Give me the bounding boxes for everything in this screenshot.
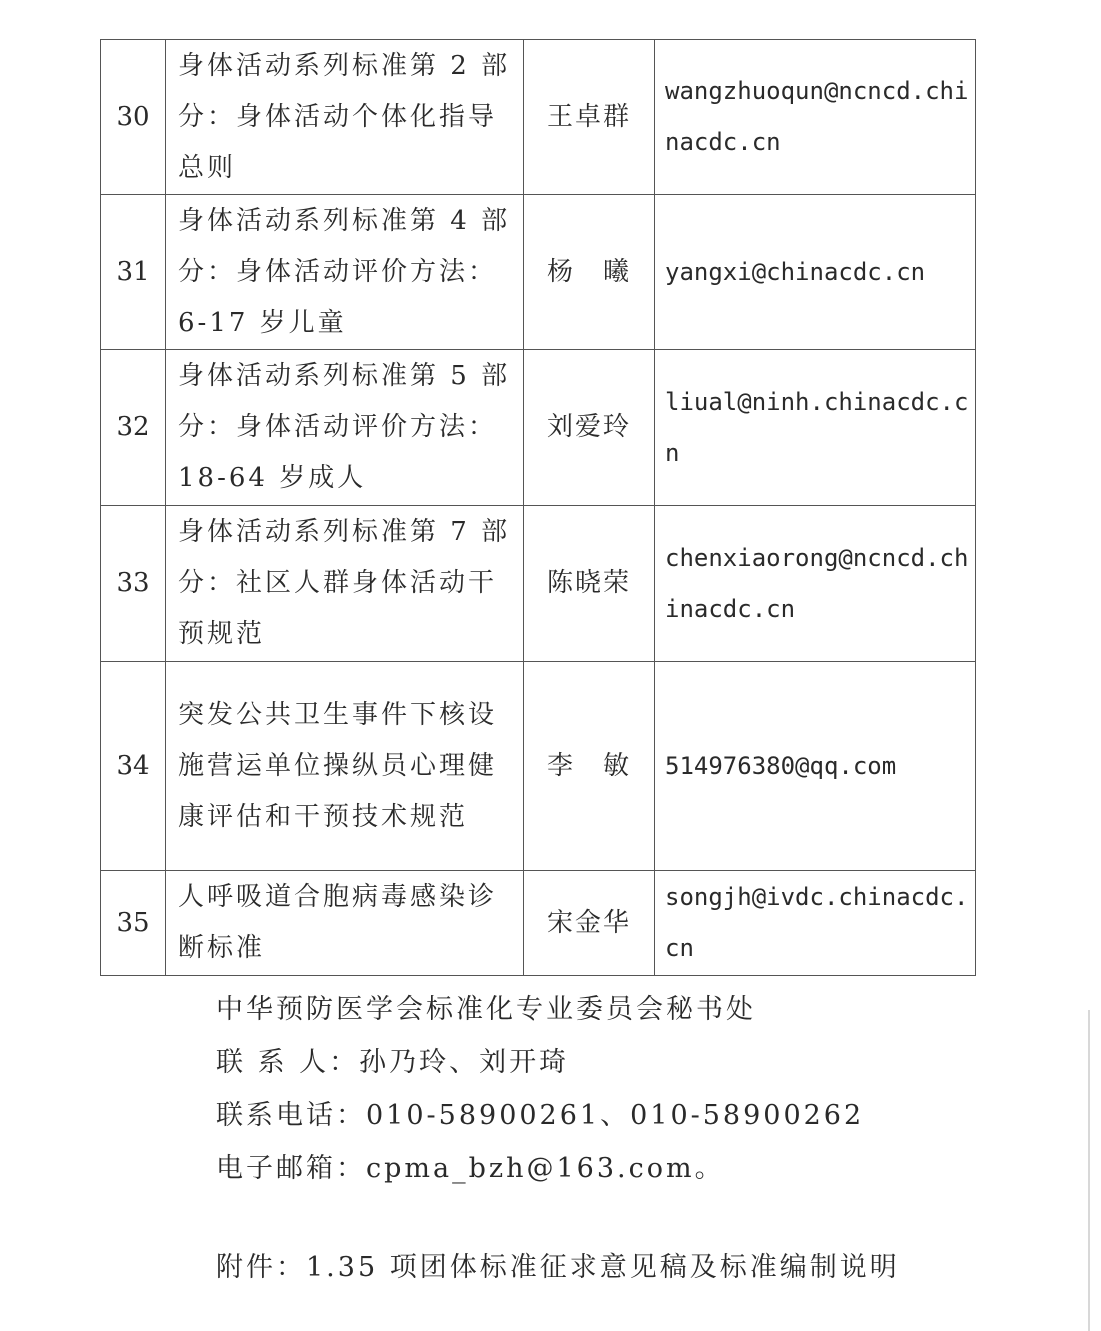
row-number: 33 xyxy=(101,506,166,662)
contact-person: 宋金华 xyxy=(524,871,655,976)
contact-person: 杨 曦 xyxy=(524,195,655,350)
standard-title: 身体活动系列标准第 2 部分：身体活动个体化指导总则 xyxy=(166,40,524,195)
standard-title: 人呼吸道合胞病毒感染诊断标准 xyxy=(166,871,524,976)
contact-phone: 联系电话：010-58900261、010-58900262 xyxy=(216,1100,865,1131)
table-row xyxy=(101,506,976,662)
table-row xyxy=(101,40,976,195)
row-number: 32 xyxy=(101,350,166,506)
standard-title: 身体活动系列标准第 4 部分：身体活动评价方法：6-17 岁儿童 xyxy=(166,195,524,350)
contact-person: 李 敏 xyxy=(524,662,655,871)
contact-info-block xyxy=(216,983,864,1195)
secretariat-name: 中华预防医学会标准化专业委员会秘书处 xyxy=(216,994,756,1025)
table-row xyxy=(101,195,976,350)
contact-email: 514976380@qq.com xyxy=(655,662,976,871)
row-number: 30 xyxy=(101,40,166,195)
contact-email: songjh@ivdc.chinacdc.cn xyxy=(655,871,976,976)
table-row xyxy=(101,350,976,506)
contact-email: liual@ninh.chinacdc.cn xyxy=(655,350,976,506)
attachment-note: 附件：1.35 项团体标准征求意见稿及标准编制说明 xyxy=(216,1252,900,1283)
scan-edge-line xyxy=(1088,1010,1090,1331)
contact-person: 王卓群 xyxy=(524,40,655,195)
row-number: 34 xyxy=(101,662,166,871)
row-number: 35 xyxy=(101,871,166,976)
row-number: 31 xyxy=(101,195,166,350)
standard-title: 身体活动系列标准第 7 部分：社区人群身体活动干预规范 xyxy=(166,506,524,662)
standards-table xyxy=(100,39,976,976)
contact-email: chenxiaorong@ncncd.chinacdc.cn xyxy=(655,506,976,662)
contact-persons: 联 系 人：孙乃玲、刘开琦 xyxy=(216,1047,570,1078)
contact-person: 陈晓荣 xyxy=(524,506,655,662)
standard-title: 突发公共卫生事件下核设施营运单位操纵员心理健康评估和干预技术规范 xyxy=(166,662,524,871)
contact-person: 刘爱玲 xyxy=(524,350,655,506)
contact-email-line: 电子邮箱：cpma_bzh@163.com。 xyxy=(216,1153,725,1184)
table-row xyxy=(101,662,976,871)
contact-email: yangxi@chinacdc.cn xyxy=(655,195,976,350)
standard-title: 身体活动系列标准第 5 部分：身体活动评价方法：18-64 岁成人 xyxy=(166,350,524,506)
contact-email: wangzhuoqun@ncncd.chinacdc.cn xyxy=(655,40,976,195)
table-row xyxy=(101,871,976,976)
